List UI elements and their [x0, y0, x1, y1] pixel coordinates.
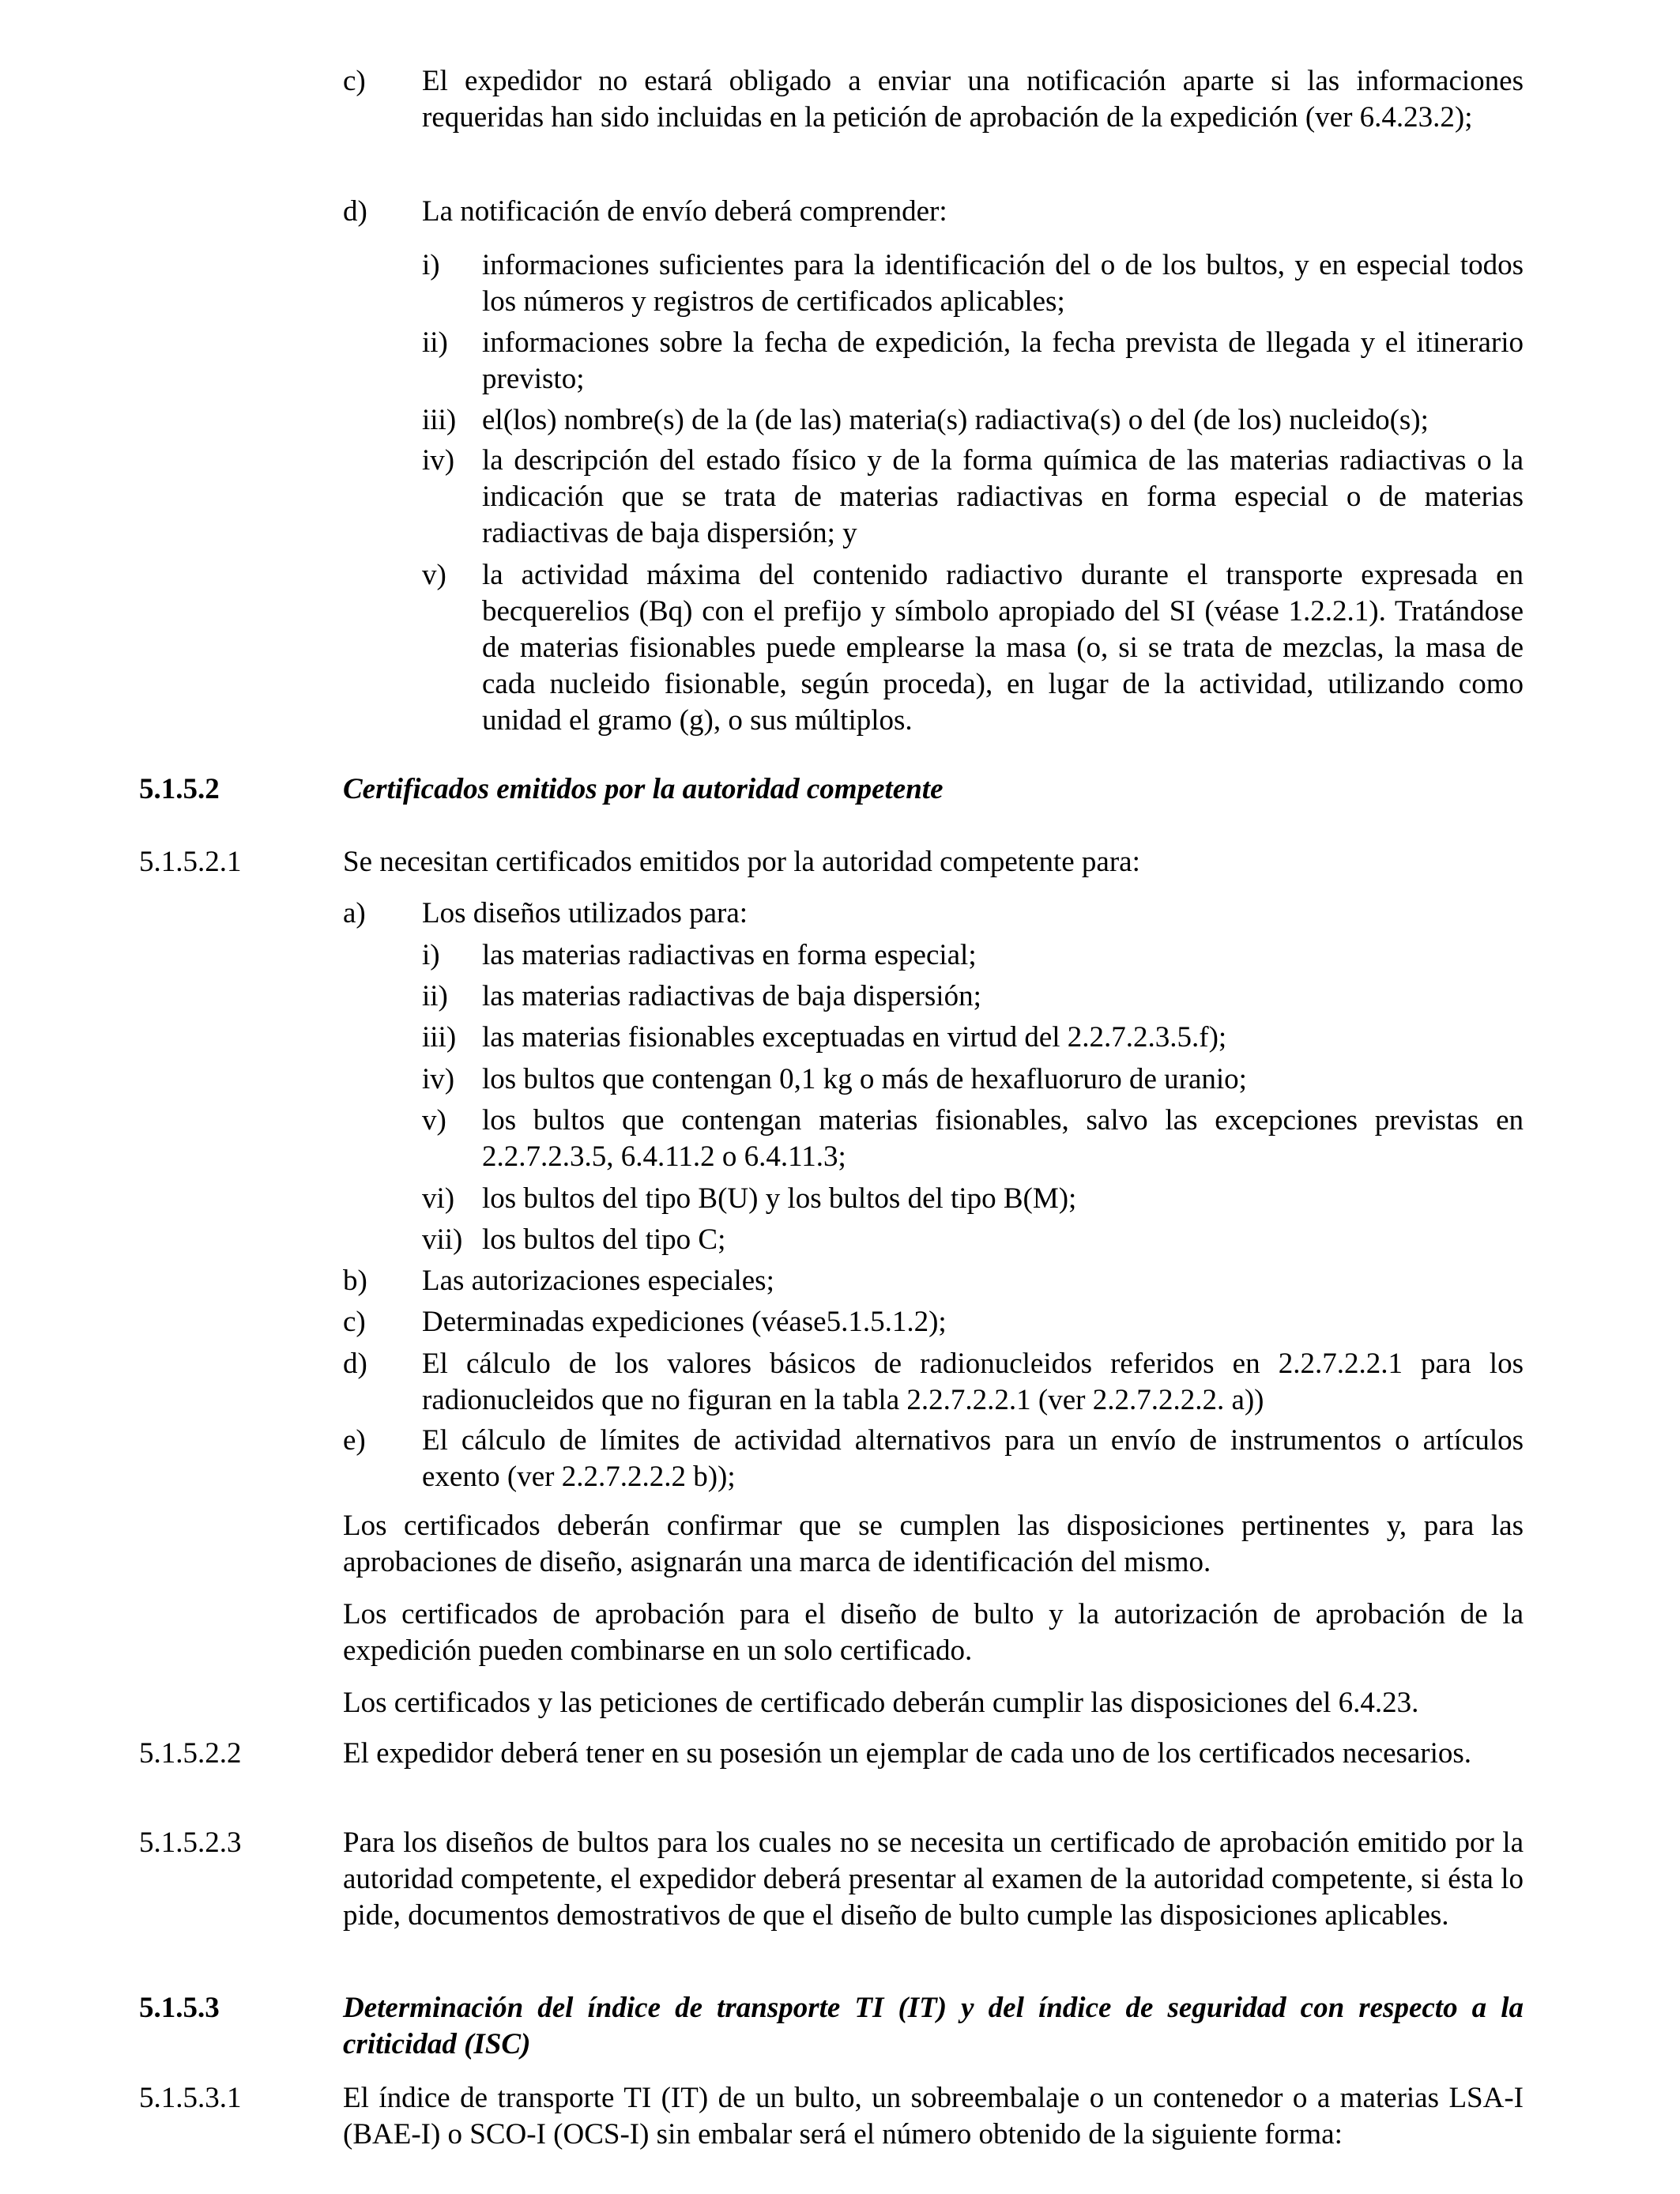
cert-a-text: Los diseños utilizados para:	[422, 897, 748, 929]
item-c-text: El expedidor no estará obligado a enviar una notificación aparte si las informaciones requeridas han sido incluidas en la petición de aprobación de la expedición (ver 6.4.23.2);	[422, 65, 1524, 134]
design-item-text: las materias radiactivas de baja dispersión;	[482, 980, 981, 1012]
item-c-label: c)	[343, 65, 366, 97]
section-text: El índice de transporte TI (IT) de un bulto, un sobreembalaje o un contenedor o a materias LSA-I (BAE-I) o SCO-I (OCS-I) sin embalar será el número obtenido de la siguiente forma:	[343, 2082, 1524, 2151]
design-item-text: los bultos que contengan materias fisionables, salvo las excepciones previstas en 2.2.7.2.3.5, 6.4.11.2 o 6.4.11.3;	[482, 1104, 1524, 1173]
design-item-text: los bultos del tipo C;	[482, 1223, 726, 1256]
notif-item-text: el(los) nombre(s) de la (de las) materia(s) radiactiva(s) o del (de los) nucleido(s);	[482, 404, 1429, 436]
section-text: Para los diseños de bultos para los cuales no se necesita un certificado de aprobación emitido por la autoridad competente, el expedidor deberá presentar al examen de la autoridad competente, si ésta lo pide, documentos demostrativos de que el diseño de bulto cumple las disposiciones aplicables.	[343, 1826, 1524, 1932]
design-item-label: i)	[422, 939, 440, 971]
item-d-label: d)	[343, 195, 367, 228]
design-item-label: ii)	[422, 980, 448, 1012]
design-item-label: v)	[422, 1104, 446, 1137]
section-number: 5.1.5.2.2	[139, 1737, 242, 1770]
cert-d-text: El cálculo de los valores básicos de radionucleidos referidos en 2.2.7.2.2.1 para los radionucleidos que no figuran en la tabla 2.2.7.2.2.1 (ver 2.2.7.2.2.2. a))	[422, 1348, 1524, 1416]
section-title: Certificados emitidos por la autoridad competente	[343, 773, 944, 805]
design-item-label: iii)	[422, 1021, 457, 1054]
notif-item-text: informaciones sobre la fecha de expedición, la fecha prevista de llegada y el itinerario previsto;	[482, 326, 1524, 395]
item-d-text: La notificación de envío deberá comprender:	[422, 195, 947, 228]
notif-item-label: ii)	[422, 326, 448, 359]
section-text: El expedidor deberá tener en su posesión un ejemplar de cada uno de los certificados necesarios.	[343, 1737, 1472, 1770]
cert-e-label: e)	[343, 1424, 366, 1457]
section-number: 5.1.5.3	[139, 1992, 220, 2024]
design-item-text: los bultos del tipo B(U) y los bultos del tipo B(M);	[482, 1182, 1077, 1215]
section-title: Determinación del índice de transporte TI (IT) y del índice de seguridad con respecto a la criticidad (ISC)	[343, 1992, 1524, 2060]
section-text: Se necesitan certificados emitidos por la autoridad competente para:	[343, 846, 1140, 878]
design-item-label: iv)	[422, 1063, 455, 1095]
notif-item-text: informaciones suficientes para la identificación del o de los bultos, y en especial todos los números y registros de certificados aplicables;	[482, 249, 1524, 318]
cert-b-label: b)	[343, 1265, 367, 1297]
design-item-text: las materias fisionables exceptuadas en virtud del 2.2.7.2.3.5.f);	[482, 1021, 1227, 1054]
notif-item-label: iii)	[422, 404, 457, 436]
section-number: 5.1.5.3.1	[139, 2082, 242, 2114]
notif-item-text: la descripción del estado físico y de la forma química de las materias radiactivas o la indicación que se trata de materias radiactivas en forma especial o de materias radiactivas de baja dispersión; y	[482, 444, 1524, 549]
design-item-text: los bultos que contengan 0,1 kg o más de hexafluoruro de uranio;	[482, 1063, 1247, 1095]
notif-item-text: la actividad máxima del contenido radiactivo durante el transporte expresada en becquerelios (Bq) con el prefijo y símbolo apropiado del SI (véase 1.2.2.1). Tratándose de materias fisionables puede emplearse la masa (o, si se trata de mezclas, la masa de cada nucleido fisionable, según proceda), en lugar de la actividad, utilizando como unidad el gramo (g), o sus múltiplos.	[482, 559, 1524, 737]
section-number: 5.1.5.2	[139, 773, 220, 805]
design-item-label: vii)	[422, 1223, 463, 1256]
section-number: 5.1.5.2.3	[139, 1826, 242, 1859]
cert-b-text: Las autorizaciones especiales;	[422, 1265, 774, 1297]
cert-c-text: Determinadas expediciones (véase5.1.5.1.2);	[422, 1306, 947, 1338]
paragraph: Los certificados deberán confirmar que se cumplen las disposiciones pertinentes y, para las aprobaciones de diseño, asignarán una marca de identificación del mismo.	[343, 1510, 1524, 1578]
paragraph: Los certificados y las peticiones de certificado deberán cumplir las disposiciones del 6.4.23.	[343, 1687, 1419, 1719]
notif-item-label: v)	[422, 559, 446, 591]
cert-a-label: a)	[343, 897, 366, 929]
design-item-label: vi)	[422, 1182, 455, 1215]
cert-e-text: El cálculo de límites de actividad alternativos para un envío de instrumentos o artículos exento (ver 2.2.7.2.2.2 b));	[422, 1424, 1524, 1493]
notif-item-label: i)	[422, 249, 440, 281]
paragraph: Los certificados de aprobación para el diseño de bulto y la autorización de aprobación de la expedición pueden combinarse en un solo certificado.	[343, 1598, 1524, 1667]
cert-c-label: c)	[343, 1306, 366, 1338]
cert-d-label: d)	[343, 1348, 367, 1380]
notif-item-label: iv)	[422, 444, 455, 477]
design-item-text: las materias radiactivas en forma especial;	[482, 939, 977, 971]
section-number: 5.1.5.2.1	[139, 846, 242, 878]
